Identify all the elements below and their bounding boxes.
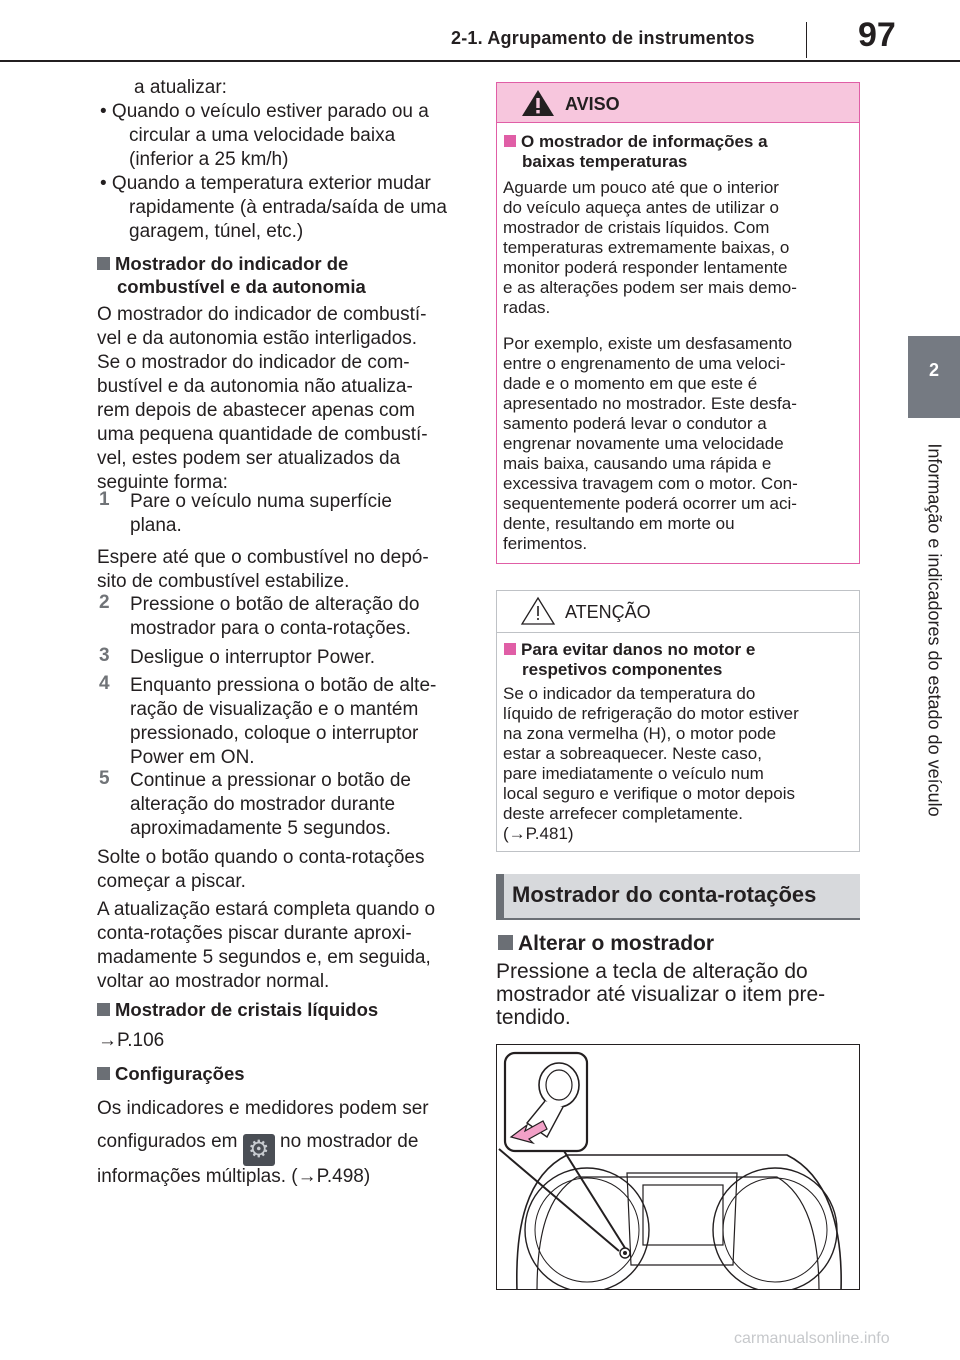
section-title: 2-1. Agrupamento de instrumentos [451, 28, 755, 48]
config-heading-text: Configurações [115, 1063, 245, 1084]
fuel-body-line: seguinte forma: [97, 472, 228, 493]
config-text: no mostrador de [280, 1131, 419, 1152]
step-line: alteração do mostrador durante [130, 794, 396, 815]
instrument-cluster-drawing [497, 1045, 860, 1290]
section-heading-underline [496, 918, 860, 920]
bullet-line: garagem, túnel, etc.) [129, 221, 304, 242]
complete-line: A atualização estará completa quando o [97, 899, 436, 920]
step-line: Pare o veículo numa superfície [130, 491, 392, 512]
caution-text-line: estar a sobreaquecer. Neste caso, [503, 744, 762, 763]
bullet-line: circular a uma velocidade baixa [129, 125, 396, 146]
caution-subheading [504, 640, 755, 660]
warning-text-line: e as alterações podem ser mais demo- [503, 278, 797, 297]
fuel-body-line: rem depois de abastecer apenas com [97, 400, 415, 421]
step-line: aproximadamente 5 segundos. [130, 818, 391, 839]
subsection-body-line: tendido. [496, 1006, 571, 1029]
chapter-number: 2 [928, 360, 939, 380]
bullet-line: • Quando a temperatura exterior mudar [100, 173, 431, 194]
subsection-heading-text: Alterar o mostrador [518, 932, 715, 955]
caution-title: ATENÇÃO [565, 602, 651, 622]
step-number: 1 [99, 489, 110, 510]
step-line: Power em ON. [130, 747, 255, 768]
square-bullet-icon [97, 257, 110, 270]
warning-text-line: radas. [503, 298, 551, 317]
caution-triangle-icon [520, 596, 556, 626]
caution-text-line: deste arrefecer completamente. [503, 804, 744, 823]
complete-line: conta-rotações piscar durante aproxi- [97, 923, 412, 944]
release-line: Solte o botão quando o conta-rotações [97, 847, 425, 868]
step-line: pressionado, coloque o interruptor [130, 723, 419, 744]
warning-text-line: Por exemplo, existe um desfasamento [503, 334, 793, 353]
header-separator [806, 22, 807, 58]
step-number: 4 [99, 673, 110, 694]
square-bullet-icon [97, 1003, 110, 1016]
warning-text-line: dente, resultando em morte ou [503, 514, 735, 533]
warning-text-line: temperaturas extremamente baixas, o [503, 238, 790, 257]
caution-header-divider [497, 632, 859, 633]
subsection-body [496, 960, 866, 1029]
warning-text-line: monitor poderá responder lentamente [503, 258, 788, 277]
footer-watermark: carmanualsonline.info [734, 1330, 890, 1347]
warning-text-line: apresentado no mostrador. Este desfa- [503, 394, 797, 413]
caution-text-line: (→P.481) [503, 824, 574, 843]
caution-text-line: Se o indicador da temperatura do [503, 684, 756, 703]
fuel-body-line: vel, estes podem ser atualizados da [97, 448, 401, 469]
step-line: Pressione o botão de alteração do [130, 594, 420, 615]
caution-text-line: líquido de refrigeração do motor estiver [503, 704, 799, 723]
step-number: 5 [99, 768, 110, 789]
lcd-reference[interactable]: →P.106 [98, 1030, 165, 1051]
subsection-body-line: Pressione a tecla de alteração do [496, 960, 808, 983]
fuel-heading [97, 252, 348, 275]
subsection-heading [498, 932, 714, 956]
intro-line: a atualizar: [134, 77, 227, 98]
settings-gear-icon: ⚙ [243, 1134, 275, 1166]
step-line: Continue a pressionar o botão de [130, 770, 411, 791]
config-text: configurados em [97, 1131, 238, 1152]
warning-triangle-icon [520, 88, 556, 118]
warning-text-line: mais baixa, causando uma rápida e [503, 454, 772, 473]
warning-text-line: Aguarde um pouco até que o interior [503, 178, 779, 197]
fuel-body-line: vel e da autonomia estão interligados. [97, 328, 418, 349]
caution-text-line: local seguro e verifique o motor depois [503, 784, 795, 803]
header-divider [0, 60, 960, 62]
config-line [97, 1130, 418, 1166]
step-number: 2 [99, 592, 110, 613]
step-number: 3 [99, 645, 110, 666]
warning-header-divider [497, 122, 859, 123]
warning-text-line: mostrador de cristais líquidos. Com [503, 218, 770, 237]
warning-subheading-line: baixas temperaturas [522, 152, 688, 171]
caution-subheading-line: Para evitar danos no motor e [521, 640, 756, 659]
bullet-line: rapidamente (à entrada/saída de uma [129, 197, 447, 218]
warning-subheading-line: O mostrador de informações a [521, 132, 768, 151]
warning-text-line: do veículo aqueça antes de utilizar o [503, 198, 779, 217]
warning-text-line: engrenar novamente uma velocidade [503, 434, 784, 453]
section-heading-accent [496, 874, 504, 918]
square-bullet-icon [97, 1067, 110, 1080]
step-line: Desligue o interruptor Power. [130, 647, 376, 668]
release-line: começar a piscar. [97, 871, 246, 892]
caution-text-line: na zona vermelha (H), o motor pode [503, 724, 777, 743]
instrument-cluster-illustration [496, 1044, 860, 1290]
square-bullet-icon [498, 935, 513, 950]
chapter-title: Informação e indicadores do estado do veículo [924, 443, 945, 817]
config-line: Os indicadores e medidores podem ser [97, 1098, 429, 1119]
fuel-heading-line: Mostrador do indicador de [115, 253, 349, 274]
step-line: plana. [130, 515, 182, 536]
warning-text-line: dade e o momento em que este é [503, 374, 758, 393]
complete-line: madamente 5 segundos e, em seguida, [97, 947, 431, 968]
warning-text-line: samento poderá levar o condutor a [503, 414, 767, 433]
lcd-heading [97, 998, 378, 1021]
section-heading: Mostrador do conta-rotações [512, 882, 817, 907]
warning-title: AVISO [565, 94, 620, 114]
subsection-body-line: mostrador até visualizar o item pre- [496, 983, 826, 1006]
fuel-body-line: O mostrador do indicador de combustí- [97, 304, 427, 325]
caution-text-line: pare imediatamente o veículo num [503, 764, 764, 783]
fuel-body-line: Se o mostrador do indicador de com- [97, 352, 410, 373]
square-bullet-icon [504, 135, 516, 147]
fuel-body-line: uma pequena quantidade de combustí- [97, 424, 428, 445]
warning-text-line: excessiva travagem com o motor. Con- [503, 474, 798, 493]
step-line: Enquanto pressiona o botão de alte- [130, 675, 437, 696]
bullet-line: • Quando o veículo estiver parado ou a [100, 101, 429, 122]
step-line: mostrador para o conta-rotações. [130, 618, 411, 639]
complete-line: voltar ao mostrador normal. [97, 971, 330, 992]
step-line: ração de visualização e o mantém [130, 699, 419, 720]
warning-subheading [504, 132, 768, 152]
wait-line: sito de combustível estabilize. [97, 571, 350, 592]
config-heading [97, 1062, 245, 1085]
wait-line: Espere até que o combustível no depó- [97, 547, 429, 568]
bullet-line: (inferior a 25 km/h) [129, 149, 289, 170]
caution-subheading-line: respetivos componentes [522, 660, 723, 679]
lcd-heading-text: Mostrador de cristais líquidos [115, 999, 379, 1020]
fuel-body-line: bustível e da autonomia não atualiza- [97, 376, 413, 397]
page-number: 97 [858, 16, 896, 54]
config-line: informações múltiplas. (→P.498) [97, 1166, 371, 1187]
warning-text-line: sequentemente poderá ocorrer um aci- [503, 494, 797, 513]
fuel-heading-line: combustível e da autonomia [117, 276, 366, 297]
square-bullet-icon [504, 643, 516, 655]
warning-text-line: entre o engrenamento de uma veloci- [503, 354, 786, 373]
warning-text-line: ferimentos. [503, 534, 588, 553]
